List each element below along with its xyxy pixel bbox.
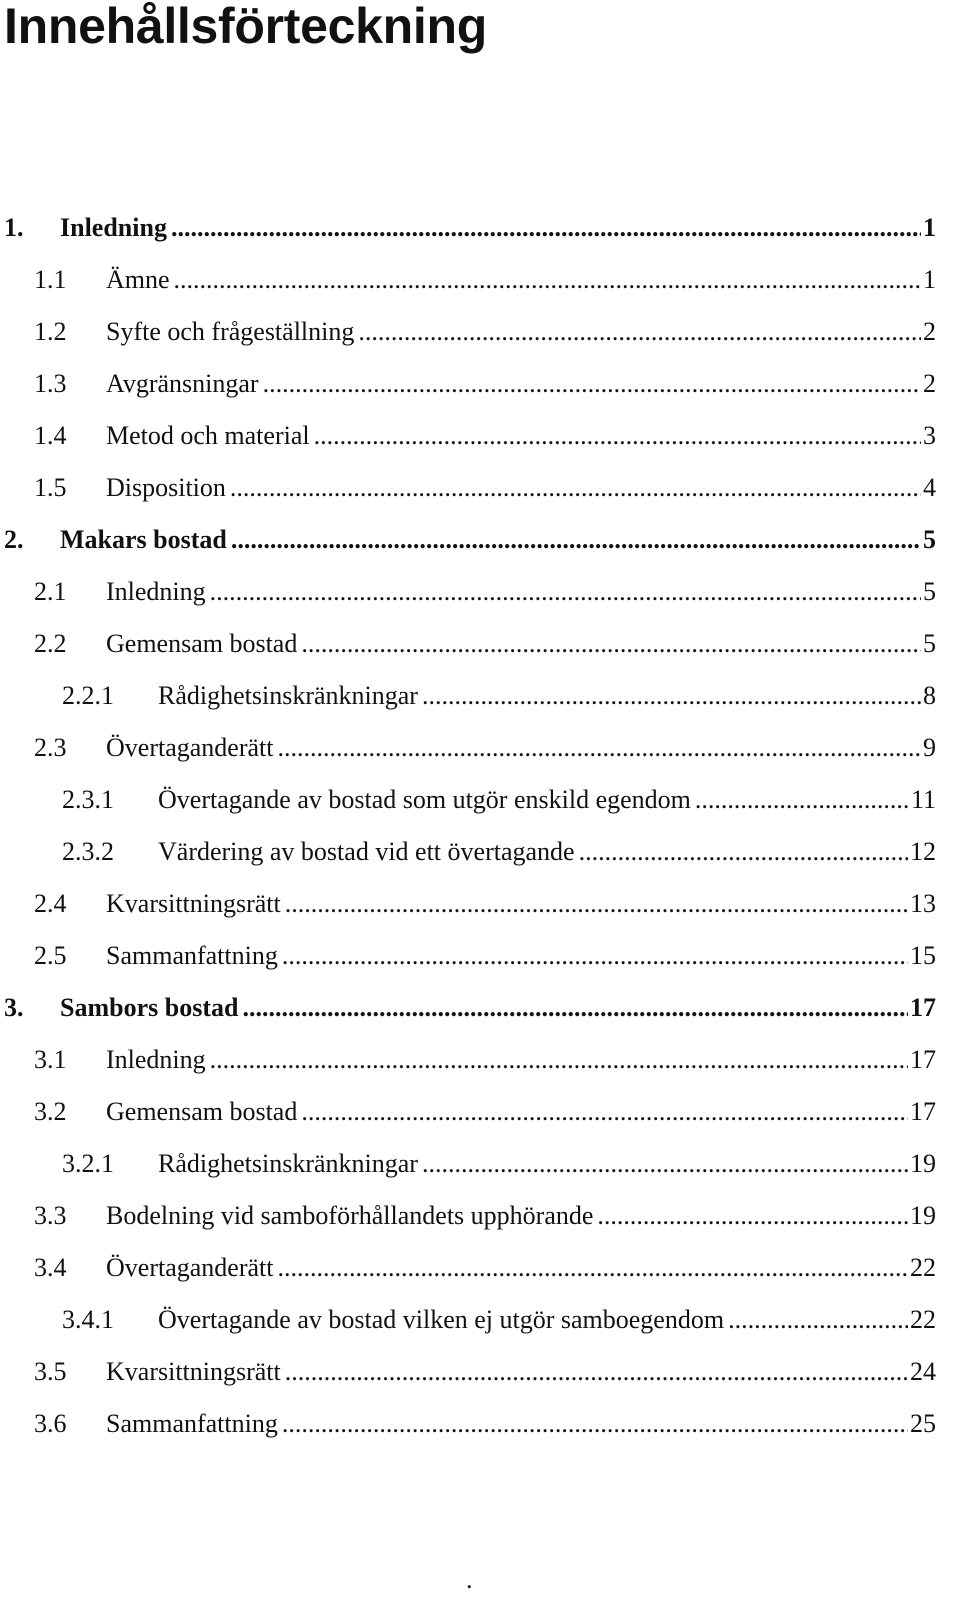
toc-entry-number: 2.3.1 — [62, 785, 114, 814]
toc-entry-number: 1.4 — [34, 421, 67, 450]
toc-entry[interactable] — [0, 936, 960, 988]
toc-entry[interactable] — [0, 364, 960, 416]
toc-entry[interactable] — [0, 624, 960, 676]
toc-entry-page-number: 5 — [923, 629, 936, 658]
toc-entry-page-number: 25 — [910, 1409, 936, 1438]
toc-entry-label: Disposition — [106, 473, 226, 502]
toc-entry[interactable] — [0, 520, 960, 572]
toc-entry-page-number: 19 — [910, 1201, 936, 1230]
toc-entry-number: 3.4.1 — [62, 1305, 114, 1334]
toc-dot-leader — [358, 312, 921, 352]
toc-entry[interactable] — [0, 1352, 960, 1404]
toc-entry-label: Syfte och frågeställning — [106, 317, 355, 346]
toc-entry-label: Bodelning vid samboförhållandets upphörande — [106, 1201, 594, 1230]
toc-dot-leader — [230, 468, 921, 508]
toc-dot-leader — [728, 1300, 908, 1340]
toc-dot-leader — [579, 832, 908, 872]
toc-dot-leader — [210, 572, 921, 612]
toc-dot-leader — [285, 884, 908, 924]
toc-dot-leader — [174, 260, 921, 300]
toc-entry[interactable] — [0, 676, 960, 728]
toc-entry-label: Metod och material — [106, 421, 310, 450]
toc-entry-label: Övertagande av bostad vilken ej utgör samboegendom — [158, 1305, 725, 1334]
toc-entry[interactable] — [0, 988, 960, 1040]
toc-dot-leader — [282, 1404, 908, 1444]
toc-entry-label: Makars bostad — [60, 525, 227, 554]
toc-entry-page-number: 5 — [923, 577, 936, 606]
toc-entry[interactable] — [0, 468, 960, 520]
toc-dot-leader — [282, 936, 908, 976]
toc-entry[interactable] — [0, 780, 960, 832]
toc-entry-page-number: 3 — [923, 421, 936, 450]
toc-entry-page-number: 17 — [910, 1045, 936, 1074]
toc-dot-leader — [277, 1248, 908, 1288]
toc-entry-label: Övertagande av bostad som utgör enskild egendom — [158, 785, 691, 814]
toc-entry[interactable] — [0, 1092, 960, 1144]
toc-entry-number: 2.2 — [34, 629, 67, 658]
toc-entry[interactable] — [0, 728, 960, 780]
toc-entry-number: 1.1 — [34, 265, 67, 294]
toc-entry-page-number: 2 — [923, 317, 936, 346]
toc-entry-label: Inledning — [106, 1045, 206, 1074]
toc-entry[interactable] — [0, 1040, 960, 1092]
toc-entry[interactable] — [0, 1404, 960, 1456]
toc-entry[interactable] — [0, 572, 960, 624]
toc-entry-number: 3. — [4, 993, 24, 1022]
toc-entry-page-number: 22 — [910, 1253, 936, 1282]
toc-entry-label: Värdering av bostad vid ett övertagande — [158, 837, 575, 866]
toc-entry-number: 2.5 — [34, 941, 67, 970]
toc-dot-leader — [263, 364, 921, 404]
toc-entry-page-number: 17 — [910, 993, 936, 1022]
toc-entry-number: 1.5 — [34, 473, 67, 502]
toc-entry-number: 3.6 — [34, 1409, 67, 1438]
toc-entry[interactable] — [0, 884, 960, 936]
toc-entry-label: Sambors bostad — [60, 993, 239, 1022]
toc-dot-leader — [301, 1092, 908, 1132]
toc-entry-page-number: 17 — [910, 1097, 936, 1126]
toc-entry[interactable] — [0, 260, 960, 312]
toc-entry-page-number: 13 — [910, 889, 936, 918]
toc-dot-leader — [171, 208, 921, 248]
toc-entry-label: Kvarsittningsrätt — [106, 889, 281, 918]
toc-entry-label: Sammanfattning — [106, 941, 278, 970]
toc-dot-leader — [231, 520, 921, 560]
toc-entry[interactable] — [0, 1248, 960, 1300]
toc-entry-number: 1.3 — [34, 369, 67, 398]
toc-entry-label: Gemensam bostad — [106, 629, 298, 658]
toc-entry-number: 2.4 — [34, 889, 67, 918]
toc-entry-number: 3.5 — [34, 1357, 67, 1386]
toc-entry-number: 3.4 — [34, 1253, 67, 1282]
toc-entry-number: 2.1 — [34, 577, 67, 606]
toc-entry-page-number: 1 — [923, 265, 936, 294]
toc-entry-page-number: 1 — [923, 213, 936, 242]
toc-entry-page-number: 4 — [923, 473, 936, 502]
toc-entry-label: Rådighetsinskränkningar — [158, 1149, 418, 1178]
toc-dot-leader — [277, 728, 921, 768]
toc-entry-number: 1.2 — [34, 317, 67, 346]
toc-dot-leader — [242, 988, 908, 1028]
toc-entry-page-number: 9 — [923, 733, 936, 762]
toc-entry[interactable] — [0, 832, 960, 884]
footer-mark: . — [466, 1565, 473, 1594]
toc-entry-number: 2.3 — [34, 733, 67, 762]
toc-dot-leader — [422, 676, 921, 716]
toc-entry[interactable] — [0, 416, 960, 468]
toc-entry-label: Inledning — [60, 213, 167, 242]
toc-entry[interactable] — [0, 208, 960, 260]
toc-entry-number: 3.1 — [34, 1045, 67, 1074]
toc-entry-number: 2.2.1 — [62, 681, 114, 710]
page-title: Innehållsförteckning — [4, 0, 487, 54]
toc-entry-page-number: 24 — [910, 1357, 936, 1386]
toc-entry-label: Avgränsningar — [106, 369, 259, 398]
toc-entry-number: 3.2.1 — [62, 1149, 114, 1178]
toc-dot-leader — [210, 1040, 908, 1080]
toc-entry[interactable] — [0, 1144, 960, 1196]
toc-entry-page-number: 8 — [923, 681, 936, 710]
toc-entry-page-number: 19 — [910, 1149, 936, 1178]
toc-dot-leader — [695, 780, 909, 820]
toc-entry-page-number: 15 — [910, 941, 936, 970]
toc-entry[interactable] — [0, 312, 960, 364]
toc-entry-page-number: 12 — [910, 837, 936, 866]
toc-entry-page-number: 11 — [910, 785, 936, 814]
toc-dot-leader — [314, 416, 921, 456]
toc-dot-leader — [285, 1352, 908, 1392]
toc-dot-leader — [301, 624, 921, 664]
toc-entry-label: Övertaganderätt — [106, 733, 274, 762]
toc-entry-number: 3.3 — [34, 1201, 67, 1230]
toc-entry-label: Rådighetsinskränkningar — [158, 681, 418, 710]
toc-entry-page-number: 5 — [923, 525, 936, 554]
toc-entry-label: Sammanfattning — [106, 1409, 278, 1438]
toc-entry-page-number: 22 — [910, 1305, 936, 1334]
toc-entry-label: Kvarsittningsrätt — [106, 1357, 281, 1386]
toc-dot-leader — [597, 1196, 908, 1236]
toc-entry-label: Inledning — [106, 577, 206, 606]
toc-entry[interactable] — [0, 1300, 960, 1352]
toc-entry-page-number: 2 — [923, 369, 936, 398]
toc-entry[interactable] — [0, 1196, 960, 1248]
toc-entry-label: Gemensam bostad — [106, 1097, 298, 1126]
toc-entry-number: 3.2 — [34, 1097, 67, 1126]
toc-entry-label: Ämne — [106, 265, 170, 294]
toc-entry-label: Övertaganderätt — [106, 1253, 274, 1282]
toc-entry-number: 1. — [4, 213, 24, 242]
toc-entry-number: 2.3.2 — [62, 837, 114, 866]
toc-entry-number: 2. — [4, 525, 24, 554]
table-of-contents — [0, 208, 960, 1456]
toc-dot-leader — [422, 1144, 908, 1184]
